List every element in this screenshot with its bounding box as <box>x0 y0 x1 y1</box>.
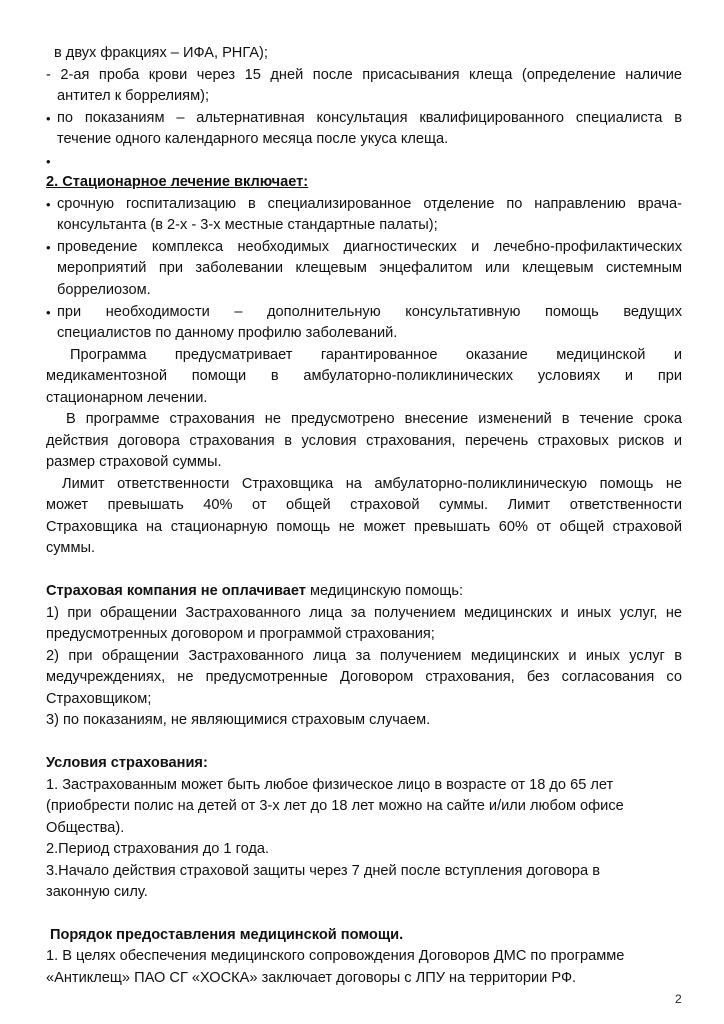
text-line: консультанта (в 2-х - 3-х местные стандартные палаты); <box>57 217 438 233</box>
text-line: 3.Начало действия страховой защиты через 7 дней после вступления договора в <box>46 863 600 879</box>
text-line: специалистов по данному профилю заболеваний. <box>57 325 398 341</box>
bullet-icon: • <box>46 111 51 126</box>
text-line: «Антиклещ» ПАО СГ «ХОСКА» заключает договоры с ЛПУ на территории РФ. <box>46 970 577 986</box>
text-line: В программе страхования не предусмотрено внесение изменений в течение срока <box>66 411 682 427</box>
text-line: медикаментозной помощи в амбулаторно-поликлинических условиях и при <box>46 368 682 384</box>
text-line: Страховщика на стационарную помощь не может превышать 60% от общей страховой <box>46 519 682 535</box>
text-line: действия договора страхования в условия страхования, перечень страховых рисков и <box>46 433 682 449</box>
text-line: 2.Период страхования до 1 года. <box>46 841 270 857</box>
text-line: суммы. <box>46 540 96 556</box>
text-line: (приобрести полис на детей от 3-х лет до 18 лет можно на сайте и/или любом офисе <box>46 798 624 814</box>
text-line: Страховщиком; <box>46 691 152 707</box>
text-line: предусмотренных договором и программой страхования; <box>46 626 435 642</box>
text-line: проведение комплекса необходимых диагностических и лечебно-профилактических <box>57 239 682 255</box>
text-line: 1) при обращении Застрахованного лица за получением медицинских и иных услуг, не <box>46 605 682 621</box>
text-line: течение одного календарного месяца после укуса клеща. <box>57 131 449 147</box>
text-line: - 2-ая проба крови через 15 дней после присасывания клеща (определение наличие <box>46 67 682 83</box>
text-line: в двух фракциях – ИФА, РНГА); <box>54 45 268 61</box>
emphasis-text: Страховая компания не оплачивает <box>46 583 306 599</box>
text-line: срочную госпитализацию в специализированное отделение по направлению врача- <box>57 196 682 212</box>
text-line: боррелиозом. <box>57 282 151 298</box>
text-line: 3) по показаниям, не являющимися страховым случаем. <box>46 712 431 728</box>
bullet-icon: • <box>46 305 51 320</box>
text-line <box>46 581 682 602</box>
section-heading: 2. Стационарное лечение включает: <box>46 174 309 190</box>
text-line: стационарном лечении. <box>46 390 208 406</box>
section-heading: Порядок предоставления медицинской помощи. <box>50 927 404 943</box>
bullet-icon: • <box>46 154 51 169</box>
text-line: при необходимости – дополнительную консультативную помощь ведущих <box>57 304 682 320</box>
text-line: Общества). <box>46 820 125 836</box>
text-line: 1. Застрахованным может быть любое физическое лицо в возрасте от 18 до 65 лет <box>46 777 614 793</box>
text-line: антител к боррелиям); <box>57 88 210 104</box>
text-line: по показаниям – альтернативная консультация квалифицированного специалиста в <box>57 110 682 126</box>
text-line: 1. В целях обеспечения медицинского сопровождения Договоров ДМС по программе <box>46 948 625 964</box>
text-line: размер страховой суммы. <box>46 454 222 470</box>
text-span: медицинскую помощь: <box>305 583 464 599</box>
text-line: мероприятий при заболевании клещевым энцефалитом или клещевым системным <box>57 260 682 276</box>
section-heading: Условия страхования: <box>46 755 208 771</box>
bullet-icon: • <box>46 197 51 212</box>
text-line: может превышать 40% от общей страховой суммы. Лимит ответственности <box>46 497 682 513</box>
text-line: Лимит ответственности Страховщика на амбулаторно-поликлиническую помощь не <box>62 476 682 492</box>
text-line: Программа предусматривает гарантированное оказание медицинской и <box>70 347 682 363</box>
page-number: 2 <box>675 992 682 1006</box>
text-line: 2) при обращении Застрахованного лица за получением медицинских и иных услуг в <box>46 648 682 664</box>
text-line: медучреждениях, не предусмотренные Договором страхования, без согласования со <box>46 669 682 685</box>
text-line: законную силу. <box>46 884 148 900</box>
bullet-icon: • <box>46 240 51 255</box>
